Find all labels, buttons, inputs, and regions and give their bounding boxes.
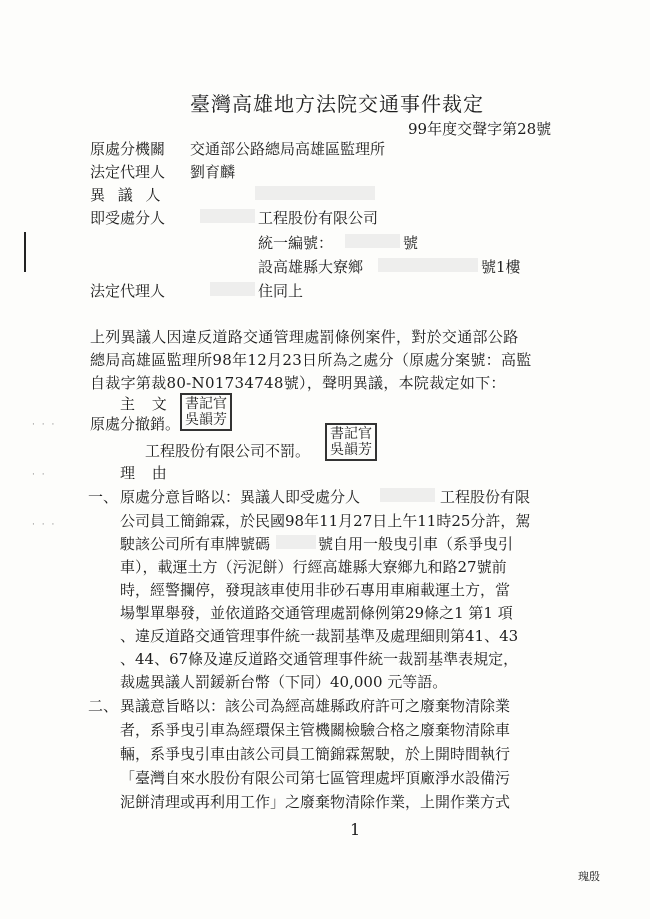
scan-artifact: · · xyxy=(32,470,47,480)
section-number: 二、 xyxy=(88,697,119,715)
seal-line: 書記官 xyxy=(330,426,372,442)
section-number: 一、 xyxy=(88,488,119,506)
section2-line: 者，系爭曳引車為經環保主管機關檢驗合格之廢棄物清除車 xyxy=(120,721,511,739)
section2-line: 泥餅清理或再利用工作」之廢棄物清除作業，上開作業方式 xyxy=(120,793,511,811)
seal-line: 吳韻芳 xyxy=(330,442,372,458)
section1-line-tail: 工程股份有限 xyxy=(440,488,531,506)
address-suffix: 號1樓 xyxy=(481,258,521,276)
clerk-seal xyxy=(180,393,232,431)
intro-line: 總局高雄區監理所98年12月23日所為之處分（原處分案號：高監 xyxy=(90,351,532,369)
ruling-line: 工程股份有限公司不罰。 xyxy=(145,442,311,460)
section2-line: 異議意旨略以：該公司為經高雄縣政府許可之廢棄物清除業 xyxy=(120,697,511,715)
unified-number-suffix: 號 xyxy=(403,234,419,252)
rep-value-2: 住同上 xyxy=(258,282,304,300)
section1-line-tail: 號自用一般曳引車（系爭曳引 xyxy=(318,535,514,553)
redaction xyxy=(210,282,255,296)
section1-line: 、44、67條及違反道路交通管理事件統一裁罰基準表規定， xyxy=(120,650,519,668)
section1-line: 、違反道路交通管理事件統一裁罰基準及處理細則第41、43 xyxy=(120,627,519,645)
unified-number-label: 統一編號： xyxy=(258,234,334,252)
section1-line: 駛該公司所有車牌號碼 xyxy=(120,535,271,553)
ruling-line: 原處分撤銷。 xyxy=(90,415,181,433)
section1-line: 時，經警攔停，發現該車使用非砂石專用車廂載運土方，當 xyxy=(120,581,511,599)
party-label-sanctioned: 即受處分人 xyxy=(90,209,166,227)
intro-line: 自裁字第裁80-N01734748號），聲明異議，本院裁定如下： xyxy=(90,374,506,392)
footer-mark: 瑰殷 xyxy=(578,870,600,883)
left-margin-mark xyxy=(24,232,26,272)
section1-line: 裁處異議人罰鍰新台幣（下同）40,000 元等語。 xyxy=(120,673,448,691)
party-value-sanctioned: 工程股份有限公司 xyxy=(258,209,379,227)
address-label: 設高雄縣大寮鄉 xyxy=(258,258,364,276)
case-number: 99年度交聲字第28號 xyxy=(408,120,552,138)
redaction xyxy=(200,209,255,223)
redaction xyxy=(378,258,478,272)
redaction xyxy=(276,535,316,549)
page-number: 1 xyxy=(350,820,361,839)
scan-artifact: · · · xyxy=(32,420,57,430)
intro-line: 上列異議人因違反道路交通管理處罰條例案件，對於交通部公路 xyxy=(90,328,519,346)
clerk-seal xyxy=(325,423,377,461)
redaction xyxy=(345,234,400,248)
scan-artifact: · · · xyxy=(32,520,57,530)
party-label-rep: 法定代理人 xyxy=(90,163,166,181)
rep-label-2: 法定代理人 xyxy=(90,282,166,300)
seal-line: 書記官 xyxy=(185,396,227,412)
party-value-agency: 交通部公路總局高雄區監理所 xyxy=(190,140,386,158)
section2-line: 輛，系爭曳引車由該公司員工簡錦霖駕駛，於上開時間執行 xyxy=(120,745,511,763)
seal-line: 吳韻芳 xyxy=(185,412,227,428)
ruling-heading: 主 文 xyxy=(120,395,173,413)
party-label-agency: 原處分機關 xyxy=(90,140,166,158)
section1-line: 場掣單舉發，並依道路交通管理處罰條例第29條之1 第1 項 xyxy=(120,604,513,622)
redaction xyxy=(380,488,435,502)
party-value-rep: 劉育麟 xyxy=(190,163,236,181)
section1-line: 車），載運土方（污泥餅）行經高雄縣大寮鄉九和路27號前 xyxy=(120,558,507,576)
section1-line: 原處分意旨略以：異議人即受處分人 xyxy=(120,488,361,506)
document-title: 臺灣高雄地方法院交通事件裁定 xyxy=(190,92,484,116)
reason-heading: 理 由 xyxy=(120,464,173,482)
section2-line: 「臺灣自來水股份有限公司第七區管理處坪頂廠淨水設備污 xyxy=(120,769,511,787)
section1-line: 公司員工簡錦霖，於民國98年11月27日上午11時25分許，駕 xyxy=(120,512,531,530)
redaction xyxy=(255,186,375,200)
party-label-objector: 異 議 人 xyxy=(90,186,165,204)
